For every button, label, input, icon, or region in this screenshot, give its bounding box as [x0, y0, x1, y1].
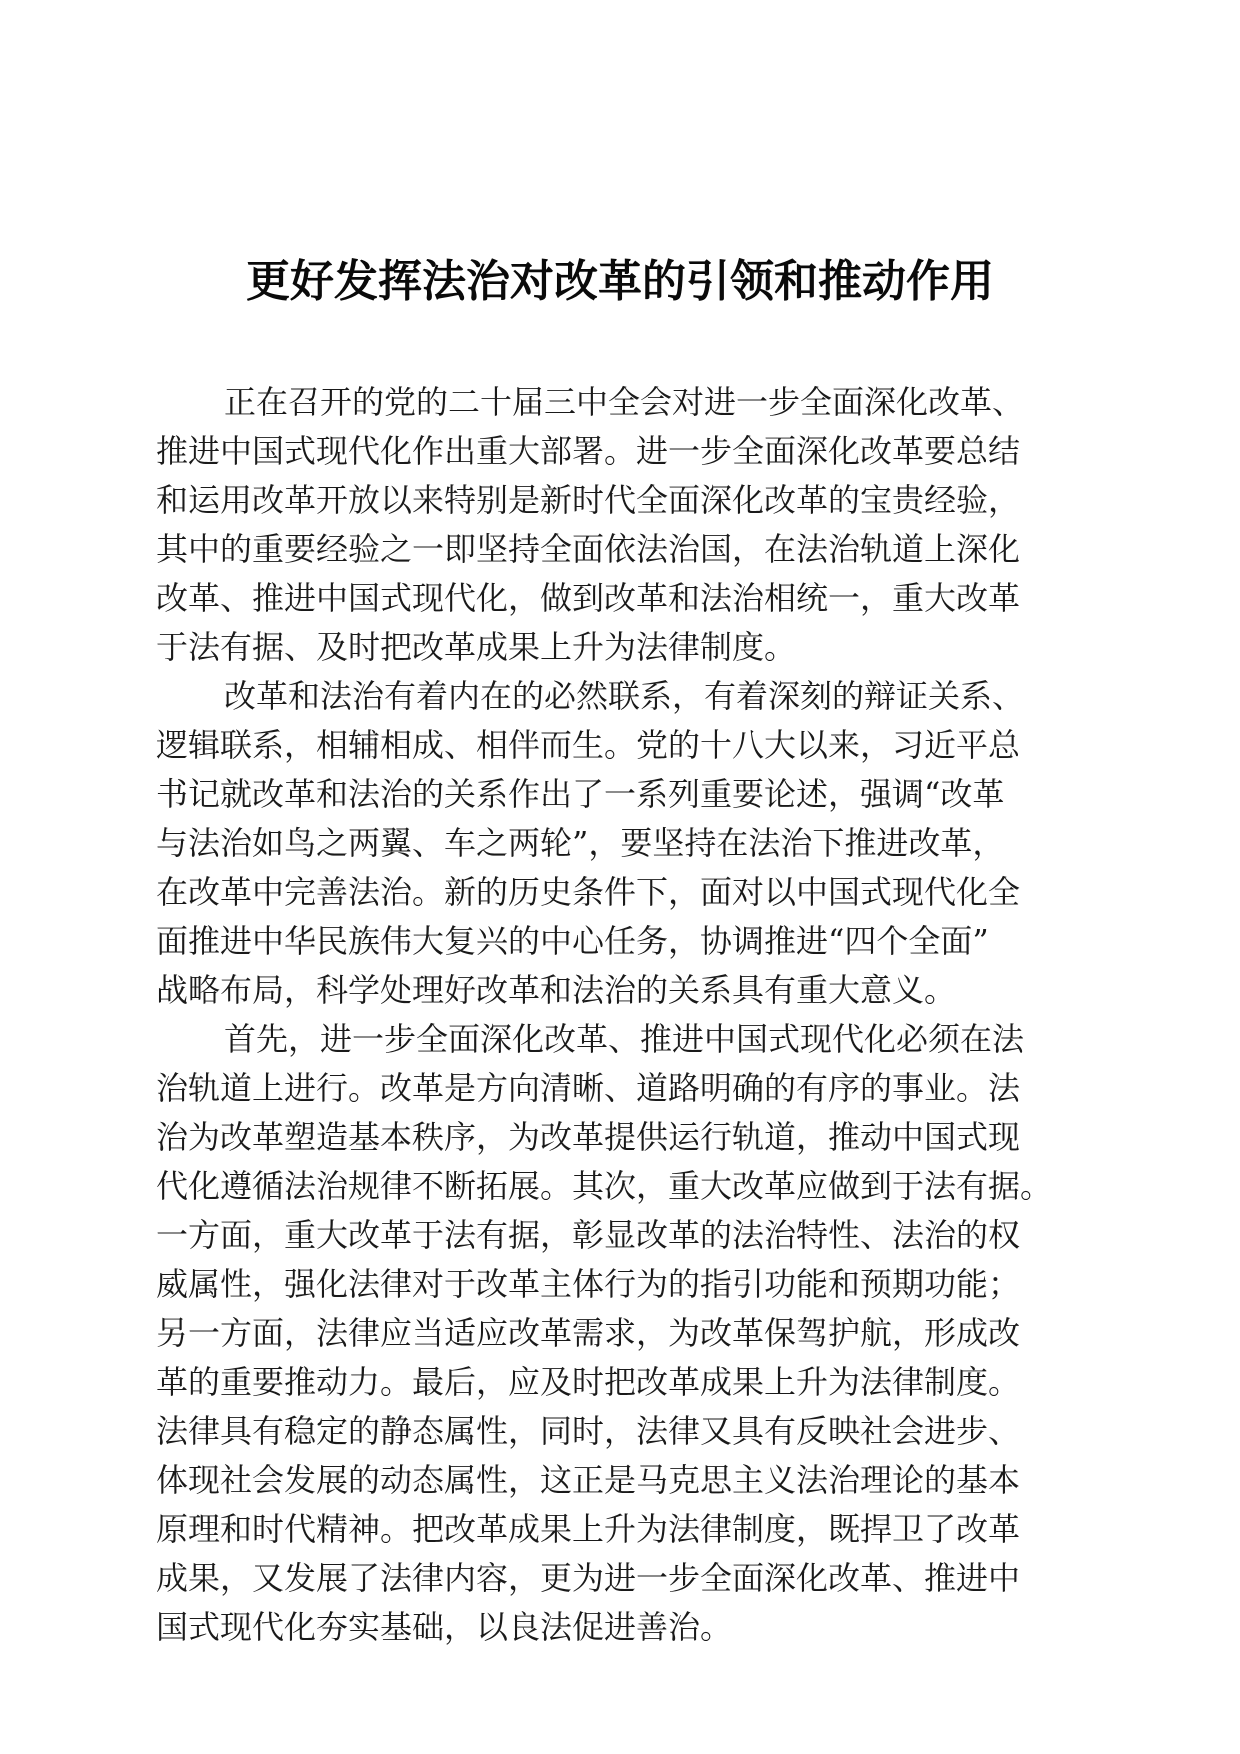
text-line: 于法有据、及时把改革成果上升为法律制度。: [156, 628, 797, 666]
text-line: 原理和时代精神。把改革成果上升为法律制度，既捍卫了改革: [156, 1510, 1021, 1548]
text-line: 在改革中完善法治。新的历史条件下，面对以中国式现代化全: [156, 873, 1021, 911]
text-line: 首先，进一步全面深化改革、推进中国式现代化必须在法: [224, 1020, 1025, 1058]
text-line: 成果，又发展了法律内容，更为进一步全面深化改革、推进中: [156, 1559, 1021, 1597]
text-line: 威属性，强化法律对于改革主体行为的指引功能和预期功能；: [156, 1265, 1021, 1303]
text-line: 和运用改革开放以来特别是新时代全面深化改革的宝贵经验，: [156, 481, 1021, 519]
text-line: 代化遵循法治规律不断拓展。其次，重大改革应做到于法有据。: [156, 1167, 1053, 1205]
text-line: 其中的重要经验之一即坚持全面依法治国，在法治轨道上深化: [156, 530, 1021, 568]
text-line: 国式现代化夯实基础，以良法促进善治。: [156, 1608, 733, 1646]
text-line: 体现社会发展的动态属性，这正是马克思主义法治理论的基本: [156, 1461, 1021, 1499]
text-line: 改革和法治有着内在的必然联系，有着深刻的辩证关系、: [224, 677, 1025, 715]
document-body: [156, 378, 1076, 1652]
text-line: 面推进中华民族伟大复兴的中心任务，协调推进“四个全面”: [156, 922, 989, 960]
text-line: 另一方面，法律应当适应改革需求，为改革保驾护航，形成改: [156, 1314, 1021, 1352]
text-line: 与法治如鸟之两翼、车之两轮”，要坚持在法治下推进改革，: [156, 824, 1005, 862]
text-line: 一方面，重大改革于法有据，彰显改革的法治特性、法治的权: [156, 1216, 1021, 1254]
text-line: 法律具有稳定的静态属性，同时，法律又具有反映社会进步、: [156, 1412, 1021, 1450]
text-line: 治为改革塑造基本秩序，为改革提供运行轨道，推动中国式现: [156, 1118, 1021, 1156]
paragraph-3: [156, 1015, 1076, 1652]
text-line: 推进中国式现代化作出重大部署。进一步全面深化改革要总结: [156, 432, 1021, 470]
paragraph-1: [156, 378, 1076, 672]
text-line: 改革、推进中国式现代化，做到改革和法治相统一，重大改革: [156, 579, 1021, 617]
text-line: 革的重要推动力。最后，应及时把改革成果上升为法律制度。: [156, 1363, 1021, 1401]
paragraph-2: [156, 672, 1076, 1015]
text-line: 书记就改革和法治的关系作出了一系列重要论述，强调“改革: [156, 775, 1005, 813]
text-line: 战略布局，科学处理好改革和法治的关系具有重大意义。: [156, 971, 957, 1009]
text-line: 逻辑联系，相辅相成、相伴而生。党的十八大以来，习近平总: [156, 726, 1021, 764]
document-title: 更好发挥法治对改革的引领和推动作用: [246, 256, 994, 307]
text-line: 正在召开的党的二十届三中全会对进一步全面深化改革、: [224, 383, 1025, 421]
text-line: 治轨道上进行。改革是方向清晰、道路明确的有序的事业。法: [156, 1069, 1021, 1107]
